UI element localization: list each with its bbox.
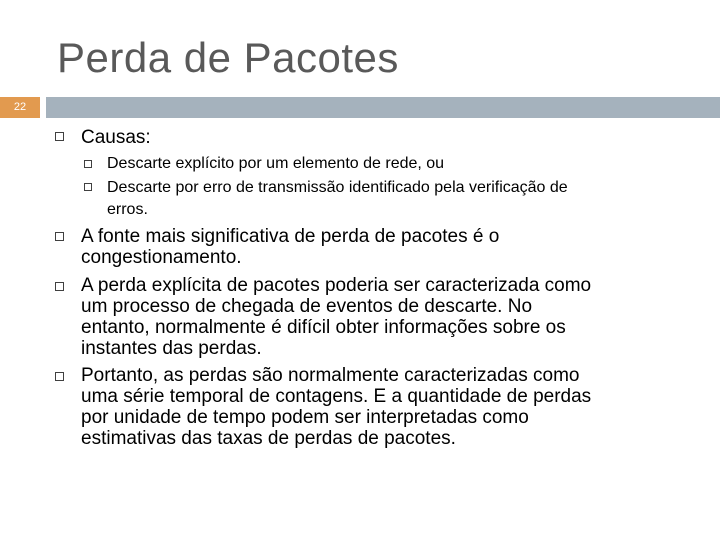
bullet-box-icon — [55, 132, 64, 141]
bullet-perda-explicita-line2: um processo de chegada de eventos de descarte. No — [81, 296, 533, 317]
slide-title: Perda de Pacotes — [57, 34, 399, 81]
bullet-box-icon — [55, 232, 64, 241]
sub-bullet-descarte-erro-line2: erros. — [107, 201, 148, 218]
bullet-causas: Causas: — [81, 127, 151, 148]
bullet-portanto-line3: por unidade de tempo podem ser interpretadas como — [81, 407, 529, 428]
bullet-box-icon — [55, 372, 64, 381]
sub-bullet-box-icon — [84, 183, 92, 191]
bullet-perda-explicita-line4: instantes das perdas. — [81, 338, 262, 359]
sub-bullet-box-icon — [84, 160, 92, 168]
bullet-perda-explicita-line3: entanto, normalmente é difícil obter informações sobre os — [81, 317, 566, 338]
sub-bullet-descarte-erro-line1: Descarte por erro de transmissão identificado pela verificação de — [107, 179, 568, 196]
bullet-fonte-line1: A fonte mais significativa de perda de pacotes é o — [81, 226, 500, 247]
bullet-portanto-line1: Portanto, as perdas são normalmente caracterizadas como — [81, 365, 580, 386]
bullet-box-icon — [55, 282, 64, 291]
bullet-perda-explicita-line1: A perda explícita de pacotes poderia ser caracterizada como — [81, 275, 592, 296]
slide-number: 22 — [13, 101, 27, 113]
bullet-portanto-line2: uma série temporal de contagens. E a quantidade de perdas — [81, 386, 592, 407]
bullet-fonte-line2: congestionamento. — [81, 247, 242, 268]
sub-bullet-descarte-explicito: Descarte explícito por um elemento de rede, ou — [107, 155, 445, 172]
bullet-portanto-line4: estimativas das taxas de perdas de pacotes. — [81, 428, 456, 449]
